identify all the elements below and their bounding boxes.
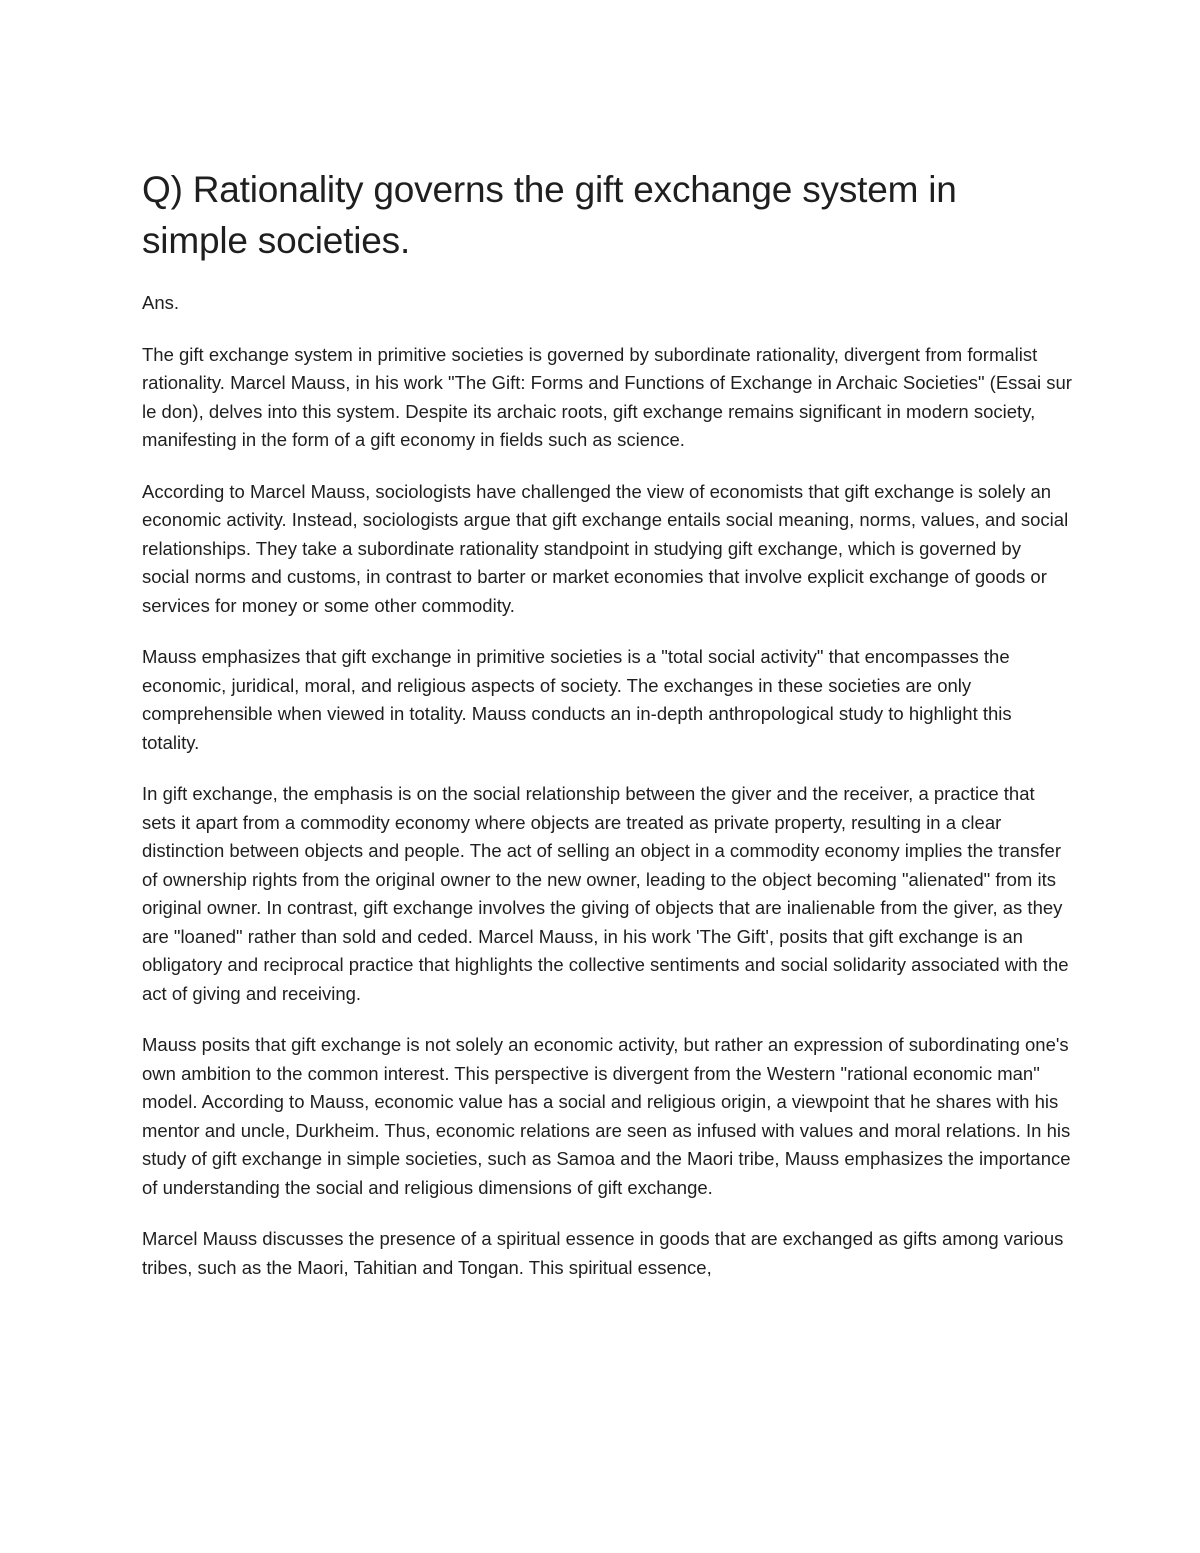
paragraph-6: Marcel Mauss discusses the presence of a spiritual essence in goods that are exchanged as gifts among various tribes, such as the Maori, Tahitian and Tongan. This spiritual essence, — [142, 1228, 1064, 1278]
paragraph-5: Mauss posits that gift exchange is not solely an economic activity, but rather an expression of subordinating one's own ambition to the common interest. This perspective is divergent from the Western "rational economic man" model. According to Mauss, economic value has a social and religious origin, a viewpoint that he shares with his mentor and uncle, Durkheim. Thus, economic relations are seen as infused with values and moral relations. In his study of gift exchange in simple societies, such as Samoa and the Maori tribe, Mauss emphasizes the importance of understanding the social and religious dimensions of gift exchange. — [142, 1034, 1071, 1198]
paragraph-2: According to Marcel Mauss, sociologists have challenged the view of economists that gift exchange is solely an economic activity. Instead, sociologists argue that gift exchange entails social meaning, norms, values, and social relationships. They take a subordinate rationality standpoint in studying gift exchange, which is governed by social norms and customs, in contrast to barter or market economies that involve explicit exchange of goods or services for money or some other commodity. — [142, 480, 1069, 616]
question-title: Q) Rationality governs the gift exchange system in simple societies. — [142, 169, 957, 261]
paragraph-4: In gift exchange, the emphasis is on the social relationship between the giver and the receiver, a practice that sets it apart from a commodity economy where objects are treated as private property, resulting in a clear distinction between objects and people. The act of selling an object in a commodity economy implies the transfer of ownership rights from the original owner to the new owner, leading to the object becoming "alienated" from its original owner. In contrast, gift exchange involves the giving of objects that are inalienable from the giver, as they are "loaned" rather than sold and ceded. Marcel Mauss, in his work 'The Gift', posits that gift exchange is an obligatory and reciprocal practice that highlights the collective sentiments and social solidarity associated with the act of giving and receiving. — [142, 783, 1069, 1004]
paragraph-3: Mauss emphasizes that gift exchange in primitive societies is a "total social activity" that encompasses the economic, juridical, moral, and religious aspects of society. The exchanges in these societies are only comprehensible when viewed in totality. Mauss conducts an in-depth anthropological study to highlight this totality. — [142, 646, 1012, 753]
document-page — [142, 164, 1072, 1305]
paragraph-1: The gift exchange system in primitive societies is governed by subordinate rationality, divergent from formalist rationality. Marcel Mauss, in his work "The Gift: Forms and Functions of Exchange in Archaic Societies" (Essai sur le don), delves into this system. Despite its archaic roots, gift exchange remains significant in modern society, manifesting in the form of a gift economy in fields such as science. — [142, 343, 1072, 450]
answer-label: Ans. — [142, 292, 180, 313]
